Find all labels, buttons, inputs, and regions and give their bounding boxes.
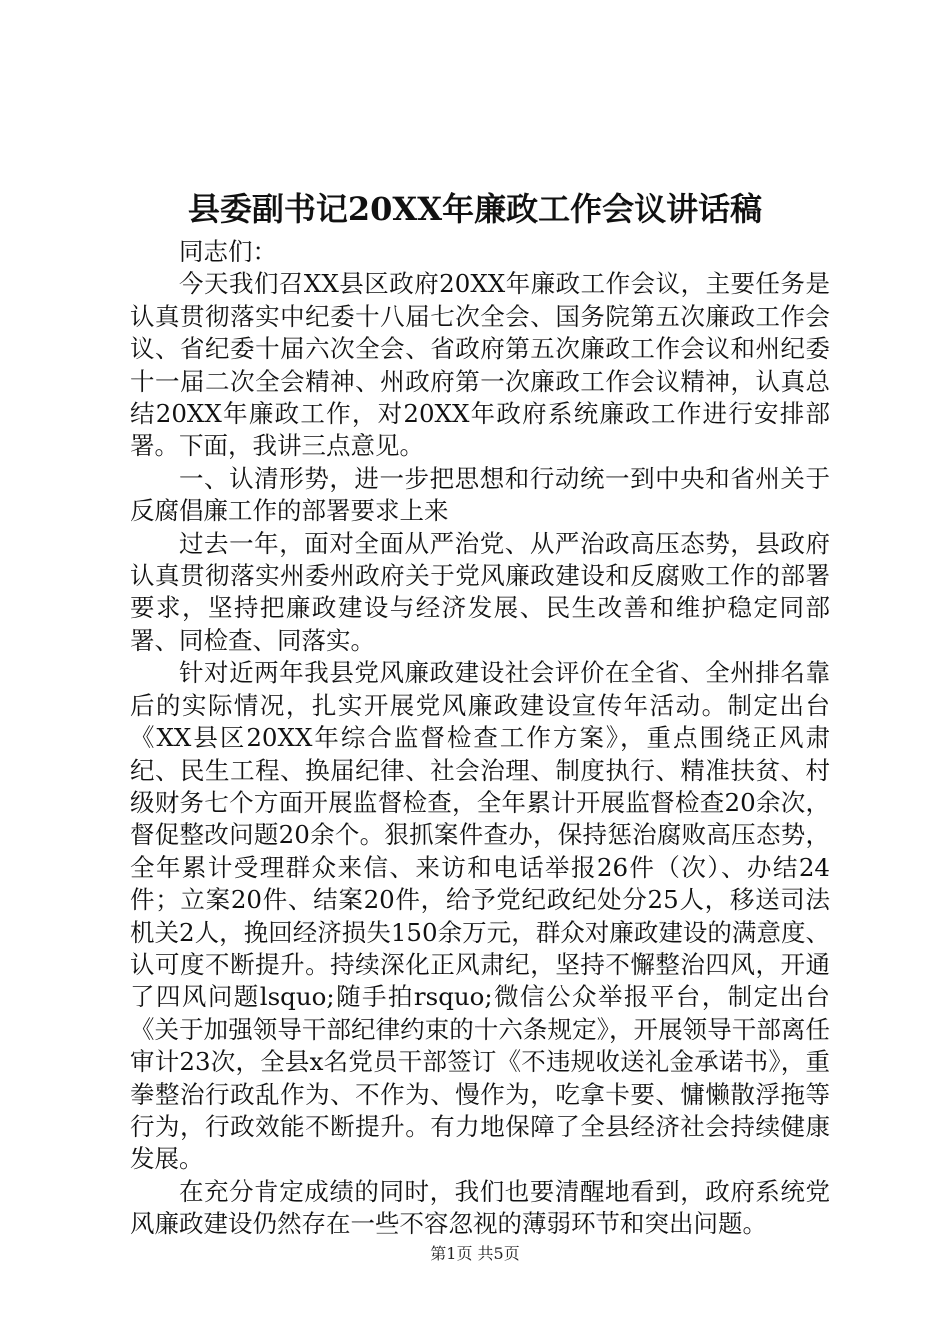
section-heading-paragraph: 一、认清形势，进一步把思想和行动统一到中央和省州关于反腐倡廉工作的部署要求上来 [130, 463, 830, 526]
intro-paragraph: 今天我们召XX县区政府20XX年廉政工作会议，主要任务是认真贯彻落实中纪委十八届七次全会、国务院第五次廉政工作会议、省纪委十届六次全会、省政府第五次廉政工作会议和州纪委十一届二次全会精神、州政府第一次廉政工作会议精神，认真总结20XX年廉政工作，对20XX年政府系统廉政工作进行安排部署。下面，我讲三点意见。 [130, 269, 830, 461]
document-title: 县委副书记20XX年廉政工作会议讲话稿 [187, 190, 763, 228]
salutation-paragraph: 同志们： [179, 237, 277, 266]
body-paragraph: 在充分肯定成绩的同时，我们也要清醒地看到，政府系统党风廉政建设仍然存在一些不容忽视的薄弱环节和突出问题。 [130, 1176, 830, 1239]
page-number-footer: 第1页 共5页 [430, 1244, 520, 1263]
body-paragraph: 过去一年，面对全面从严治党、从严治政高压态势，县政府认真贯彻落实州委州政府关于党风廉政建设和反腐败工作的部署要求，坚持把廉政建设与经济发展、民生改善和维护稳定同部署、同检查、同落实。 [130, 528, 830, 655]
body-paragraph: 针对近两年我县党风廉政建设社会评价在全省、全州排名靠后的实际情况，扎实开展党风廉政建设宣传年活动。制定出台《XX县区20XX年综合监督检查工作方案》，重点围绕正风肃纪、民生工程、换届纪律、社会治理、制度执行、精准扶贫、村级财务七个方面开展监督检查，全年累计开展监督检查20余次，督促整改问题20余个。狠抓案件查办，保持惩治腐败高压态势，全年累计受理群众来信、来访和电话举报26件（次）、办结24件；立案20件、结案20件，给予党纪政纪处分25人，移送司法机关2人，挽回经济损失150余万元，群众对廉政建设的满意度、认可度不断提升。持续深化正风肃纪，坚持不懈整治四风，开通了四风问题lsquo;随手拍rsquo;微信公众举报平台，制定出台《关于加强领导干部纪律约束的十六条规定》，开展领导干部离任审计23次，全县x名党员干部签订《不违规收送礼金承诺书》，重拳整治行政乱作为、不作为、慢作为，吃拿卡要、慵懒散浮拖等行为，行政效能不断提升。有力地保障了全县经济社会持续健康发展。 [130, 658, 830, 1174]
document-body [130, 236, 830, 1241]
